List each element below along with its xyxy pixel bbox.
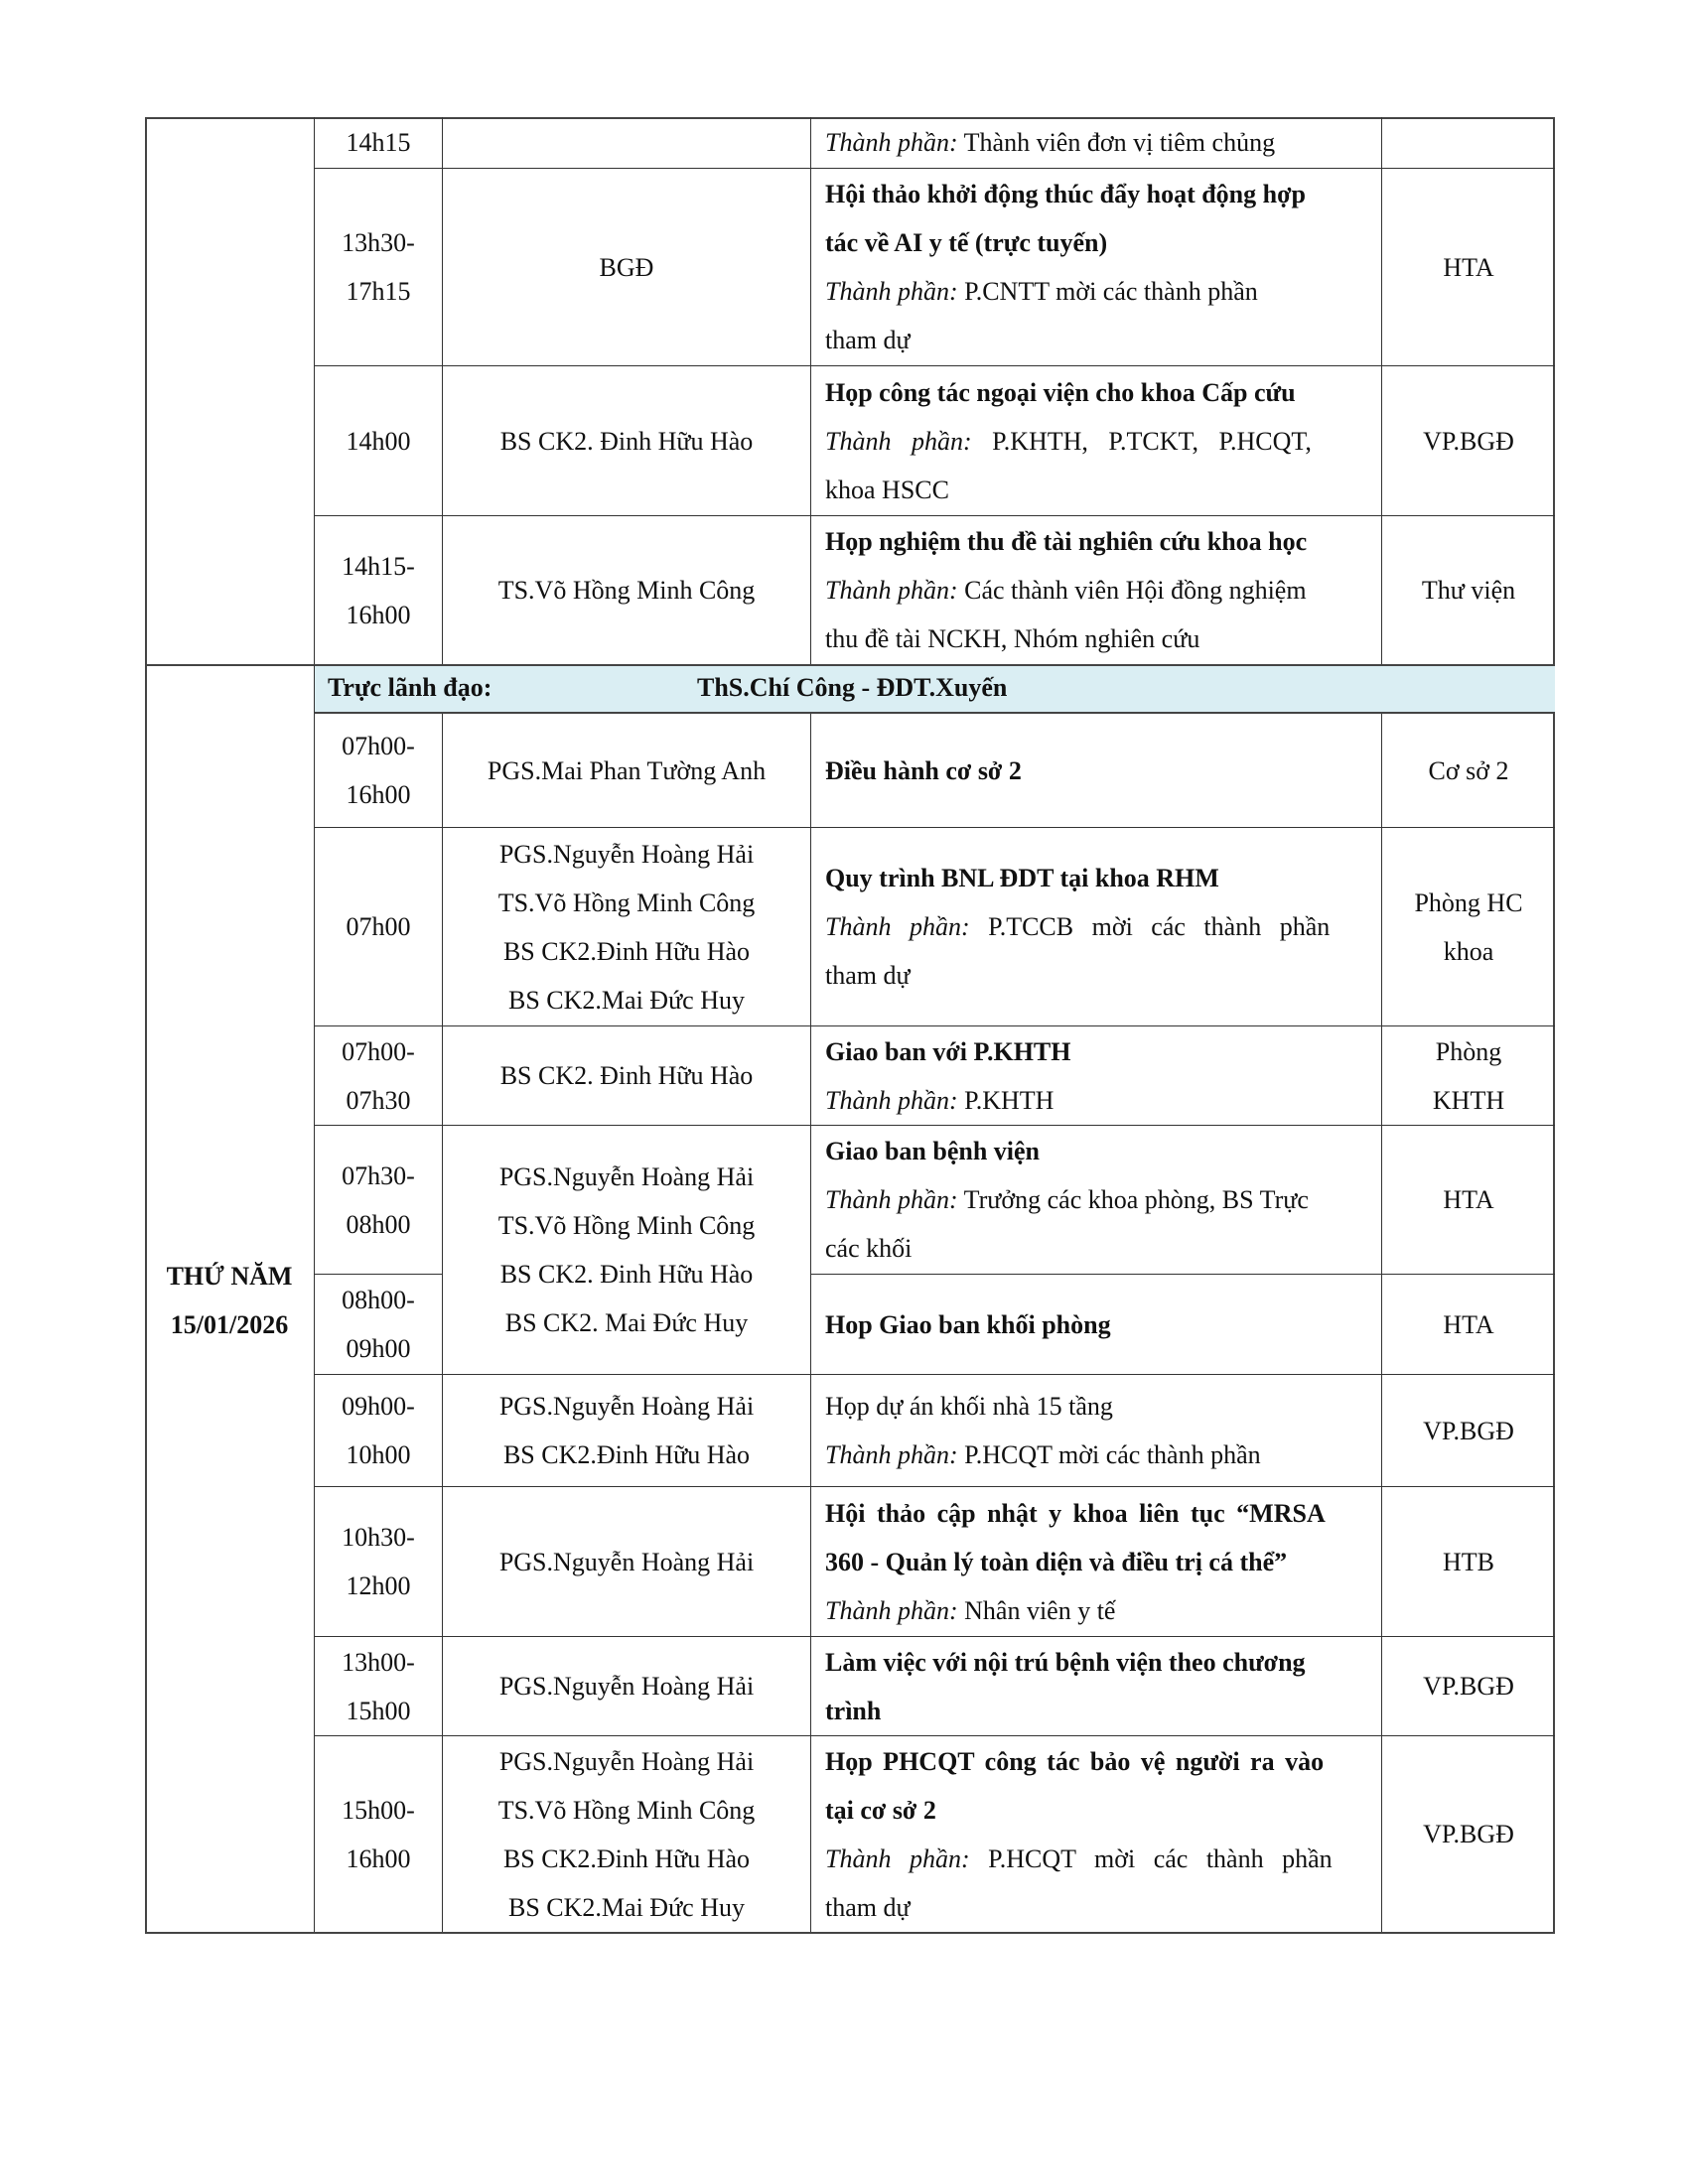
text-line bbox=[825, 1835, 1367, 1883]
lead-cell bbox=[442, 1636, 810, 1735]
cell-text: HTA bbox=[1443, 1185, 1494, 1214]
event-title: Họp nghiệm thu đề tài nghiên cứu khoa học bbox=[825, 527, 1308, 556]
location-cell bbox=[1381, 1486, 1555, 1636]
content-cell bbox=[810, 1486, 1381, 1636]
text-line bbox=[825, 902, 1367, 951]
cell-text: 07h00 bbox=[346, 912, 411, 941]
cell-text: TS.Võ Hồng Minh Công bbox=[497, 1795, 756, 1825]
lead-cell-shared bbox=[442, 1125, 810, 1374]
content-cell bbox=[810, 827, 1381, 1025]
day-cell-prev bbox=[145, 117, 314, 664]
time-cell bbox=[314, 1274, 442, 1374]
lead-cell bbox=[442, 1374, 810, 1486]
cell-text: 14h15 bbox=[346, 128, 411, 157]
event-title: Hop Giao ban khối phòng bbox=[825, 1309, 1111, 1339]
cell-text: 16h00 bbox=[346, 780, 411, 809]
event-title: Họp PHCQT công tác bảo vệ người ra vào bbox=[825, 1746, 1325, 1776]
lead-cell bbox=[442, 515, 810, 664]
content-cell bbox=[810, 714, 1381, 827]
time-cell bbox=[314, 515, 442, 664]
location-cell bbox=[1381, 117, 1555, 168]
cell-text: 13h00- bbox=[342, 1647, 415, 1677]
cell-text: tham dự bbox=[825, 961, 911, 990]
text-line bbox=[825, 566, 1367, 614]
event-title: 360 - Quản lý toàn diện và điều trị cá thể” bbox=[825, 1547, 1288, 1576]
cell-text: PGS.Nguyễn Hoàng Hải bbox=[498, 1162, 755, 1191]
event-title: Làm việc với nội trú bệnh viện theo chương bbox=[825, 1647, 1306, 1677]
cell-text: Thành phần: bbox=[825, 128, 958, 157]
cell-text: HTA bbox=[1443, 1309, 1494, 1339]
cell-text: TS.Võ Hồng Minh Công bbox=[497, 1211, 756, 1240]
time-cell bbox=[314, 1636, 442, 1735]
cell-text: 07h00- bbox=[342, 1036, 415, 1066]
duty-names: ThS.Chí Công - ĐDT.Xuyến bbox=[697, 673, 1008, 702]
cell-text: VP.BGĐ bbox=[1423, 1672, 1514, 1701]
cell-text: P.HCQT mời các thành phần bbox=[988, 1843, 1333, 1873]
location-cell bbox=[1381, 1025, 1555, 1125]
cell-text: Thành phần: bbox=[825, 1085, 958, 1115]
cell-text: P.TCCB mời các thành phần bbox=[988, 912, 1331, 941]
text-line bbox=[825, 1431, 1367, 1479]
location-cell bbox=[1381, 714, 1555, 827]
duty-header-row bbox=[314, 664, 1555, 714]
cell-text: PGS.Mai Phan Tường Anh bbox=[487, 755, 767, 785]
cell-text: 15h00 bbox=[346, 1696, 411, 1725]
cell-text: PGS.Nguyễn Hoàng Hải bbox=[498, 1746, 755, 1776]
lead-cell bbox=[442, 168, 810, 365]
content-cell bbox=[810, 1274, 1381, 1374]
cell-text: Thành phần: bbox=[825, 426, 972, 456]
cell-text: HTA bbox=[1443, 252, 1494, 282]
cell-text: 10h30- bbox=[342, 1523, 415, 1552]
cell-text: BS CK2. Mai Đức Huy bbox=[504, 1308, 749, 1337]
cell-text: P.CNTT mời các thành phần bbox=[964, 277, 1258, 306]
cell-text: BS CK2.Đinh Hữu Hào bbox=[502, 1843, 751, 1873]
location-cell bbox=[1381, 1735, 1555, 1932]
duty-label: Trực lãnh đạo: bbox=[328, 673, 492, 702]
cell-text: Thành phần: bbox=[825, 912, 970, 941]
cell-text: Thư viện bbox=[1421, 576, 1516, 605]
content-cell bbox=[810, 1636, 1381, 1735]
lead-cell bbox=[442, 1025, 810, 1125]
text-line bbox=[825, 1076, 1367, 1125]
event-title: Quy trình BNL ĐDT tại khoa RHM bbox=[825, 864, 1219, 892]
location-cell bbox=[1381, 1125, 1555, 1274]
cell-text: Thành phần: bbox=[825, 1595, 958, 1625]
location-cell bbox=[1381, 1636, 1555, 1735]
content-cell bbox=[810, 1025, 1381, 1125]
cell-text: BS CK2. Đinh Hữu Hào bbox=[499, 1061, 754, 1090]
location-cell bbox=[1381, 1374, 1555, 1486]
cell-text: TS.Võ Hồng Minh Công bbox=[497, 887, 756, 917]
cell-text: P.KHTH bbox=[964, 1085, 1055, 1115]
time-cell bbox=[314, 1486, 442, 1636]
cell-text: 09h00- bbox=[342, 1392, 415, 1421]
content-cell bbox=[810, 515, 1381, 664]
cell-text: tham dự bbox=[825, 326, 911, 354]
day-cell-thursday bbox=[145, 664, 314, 1934]
cell-text: 17h15 bbox=[346, 277, 411, 306]
cell-text: VP.BGĐ bbox=[1423, 1416, 1514, 1445]
time-cell bbox=[314, 714, 442, 827]
cell-text: PGS.Nguyễn Hoàng Hải bbox=[498, 1392, 755, 1421]
content-cell bbox=[810, 117, 1381, 168]
event-title: Họp công tác ngoại viện cho khoa Cấp cứu bbox=[825, 377, 1296, 407]
cell-text: khoa bbox=[1443, 936, 1494, 966]
cell-text: P.KHTH, P.TCKT, P.HCQT, bbox=[992, 426, 1312, 456]
lead-cell bbox=[442, 827, 810, 1025]
event-title: Họp dự án khối nhà 15 tầng bbox=[825, 1392, 1113, 1421]
cell-text: các khối bbox=[825, 1234, 913, 1263]
lead-cell bbox=[442, 1735, 810, 1932]
cell-text: PGS.Nguyễn Hoàng Hải bbox=[498, 839, 755, 869]
cell-text: 07h30 bbox=[346, 1085, 411, 1115]
location-cell bbox=[1381, 1274, 1555, 1374]
time-cell bbox=[314, 117, 442, 168]
cell-text: BS CK2.Đinh Hữu Hào bbox=[502, 936, 751, 966]
cell-text: BS CK2.Mai Đức Huy bbox=[508, 1892, 745, 1922]
cell-text: 13h30- bbox=[342, 228, 415, 257]
cell-text: Nhân viên y tế bbox=[964, 1595, 1116, 1625]
location-cell bbox=[1381, 827, 1555, 1025]
cell-text: Trưởng các khoa phòng, BS Trực bbox=[963, 1185, 1309, 1214]
cell-text: 08h00 bbox=[346, 1209, 411, 1239]
cell-text: Cơ sở 2 bbox=[1428, 755, 1509, 785]
cell-text: 08h00- bbox=[342, 1286, 415, 1314]
cell-text: BS CK2. Đinh Hữu Hào bbox=[499, 426, 754, 456]
cell-text: 07h00- bbox=[342, 732, 415, 760]
text-line bbox=[825, 417, 1367, 466]
cell-text: BS CK2.Đinh Hữu Hào bbox=[502, 1440, 751, 1469]
cell-text: Thành phần: bbox=[825, 1440, 958, 1469]
day-name: THỨ NĂM bbox=[166, 1261, 293, 1291]
day-date: 15/01/2026 bbox=[170, 1309, 289, 1339]
content-cell bbox=[810, 1125, 1381, 1274]
event-title: Giao ban bệnh viện bbox=[825, 1137, 1041, 1165]
cell-text: 16h00 bbox=[346, 600, 411, 629]
cell-text: P.HCQT mời các thành phần bbox=[964, 1440, 1261, 1469]
content-cell bbox=[810, 1374, 1381, 1486]
text-line bbox=[825, 118, 1367, 167]
cell-text: 16h00 bbox=[346, 1843, 411, 1873]
cell-text: tham dự bbox=[825, 1892, 911, 1922]
event-title: Giao ban với P.KHTH bbox=[825, 1036, 1071, 1066]
content-cell bbox=[810, 1735, 1381, 1932]
cell-text: Phòng HC bbox=[1414, 887, 1523, 917]
time-cell bbox=[314, 1374, 442, 1486]
lead-cell bbox=[442, 365, 810, 515]
cell-text: thu đề tài NCKH, Nhóm nghiên cứu bbox=[825, 624, 1200, 653]
cell-text: Thành phần: bbox=[825, 1843, 970, 1873]
cell-text: HTB bbox=[1443, 1547, 1494, 1576]
cell-text: 15h00- bbox=[342, 1795, 415, 1825]
cell-text: 07h30- bbox=[342, 1160, 415, 1190]
content-cell bbox=[810, 365, 1381, 515]
location-cell bbox=[1381, 515, 1555, 664]
cell-text: BS CK2.Mai Đức Huy bbox=[508, 985, 745, 1015]
event-title: Hội thảo cập nhật y khoa liên tục “MRSA bbox=[825, 1498, 1326, 1528]
cell-text: KHTH bbox=[1432, 1085, 1505, 1115]
cell-text: khoa HSCC bbox=[825, 475, 949, 504]
cell-text: Thành phần: bbox=[825, 1185, 958, 1214]
lead-cell bbox=[442, 714, 810, 827]
cell-text: Thành phần: bbox=[825, 277, 958, 306]
cell-text: VP.BGĐ bbox=[1423, 1820, 1514, 1848]
time-cell bbox=[314, 1125, 442, 1274]
event-title: tác về AI y tế (trực tuyến) bbox=[825, 228, 1108, 257]
text-line bbox=[825, 1175, 1367, 1224]
time-cell bbox=[314, 1025, 442, 1125]
cell-text: BGĐ bbox=[599, 252, 654, 282]
cell-text: 14h00 bbox=[346, 426, 411, 456]
event-title: Hội thảo khởi động thúc đẩy hoạt động hợp bbox=[825, 180, 1306, 208]
time-cell bbox=[314, 1735, 442, 1932]
cell-text: Thành phần: bbox=[825, 576, 958, 605]
cell-text: Thành viên đơn vị tiêm chủng bbox=[963, 128, 1276, 157]
cell-text: VP.BGĐ bbox=[1423, 426, 1514, 456]
time-cell bbox=[314, 365, 442, 515]
cell-text: PGS.Nguyễn Hoàng Hải bbox=[498, 1672, 755, 1701]
cell-text: 12h00 bbox=[346, 1571, 411, 1600]
text-line bbox=[825, 267, 1367, 316]
cell-text: TS.Võ Hồng Minh Công bbox=[497, 576, 756, 605]
lead-cell bbox=[442, 117, 810, 168]
content-cell bbox=[810, 168, 1381, 365]
time-cell bbox=[314, 827, 442, 1025]
cell-text: Các thành viên Hội đồng nghiệm bbox=[964, 576, 1307, 605]
event-title: tại cơ sở 2 bbox=[825, 1795, 936, 1825]
location-cell bbox=[1381, 365, 1555, 515]
cell-text: BS CK2. Đinh Hữu Hào bbox=[499, 1260, 754, 1289]
cell-text: Phòng bbox=[1435, 1036, 1502, 1066]
event-title: Điều hành cơ sở 2 bbox=[825, 755, 1022, 785]
cell-text: PGS.Nguyễn Hoàng Hải bbox=[498, 1547, 755, 1576]
time-cell bbox=[314, 168, 442, 365]
lead-cell bbox=[442, 1486, 810, 1636]
cell-text: 14h15- bbox=[342, 551, 415, 581]
text-line bbox=[825, 1586, 1367, 1635]
cell-text: 09h00 bbox=[346, 1334, 411, 1363]
location-cell bbox=[1381, 168, 1555, 365]
event-title: trình bbox=[825, 1696, 882, 1725]
cell-text: 10h00 bbox=[346, 1440, 411, 1469]
